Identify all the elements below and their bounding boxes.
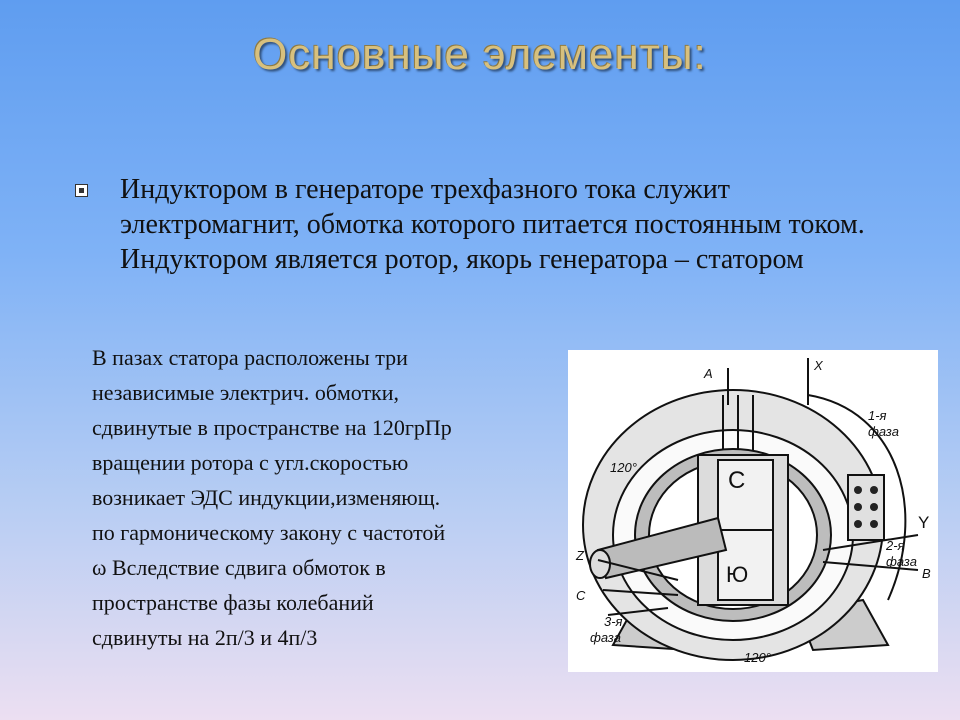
label-angle-left: 120°: [610, 460, 637, 475]
terminal-box: [848, 475, 884, 540]
generator-drawing: [568, 350, 938, 672]
label-a: A: [704, 366, 713, 381]
slide-title: Основные элементы:: [253, 30, 707, 79]
bullet-text: Индуктором в генераторе трехфазного тока служит электромагнит, обмотка которого питается постоянным током. Индуктором является ротор, якорь генератора – статором: [120, 174, 865, 275]
label-y: Y: [918, 513, 930, 532]
label-pole-n: С: [728, 467, 746, 494]
label-c: C: [576, 588, 586, 603]
generator-diagram: [568, 350, 938, 672]
label-z: Z: [576, 548, 584, 563]
detail-paragraph: В пазах статора расположены три независимые электрич. обмотки, сдвинутые в пространстве на 120грПр вращении ротора с угл.скоростью возникает ЭДС индукции,изменяющ. по гармоническому закону с частотой ω Вследствие сдвига обмоток в пространстве фазы колебаний сдвинуты на 2п/3 и 4п/3: [92, 345, 452, 650]
label-phase1-word: фаза: [868, 424, 899, 439]
label-angle-bottom: 120°: [744, 650, 771, 665]
label-pole-s: Ю: [726, 562, 749, 587]
label-phase2-word: фаза: [886, 554, 917, 569]
label-phase2-num: 2-я: [886, 538, 905, 553]
label-phase3-word: фаза: [590, 630, 621, 645]
label-phase1-num: 1-я: [868, 408, 887, 423]
bullet-item: [75, 172, 895, 277]
bullet-square-icon: [75, 184, 88, 197]
label-x: X: [814, 358, 823, 373]
label-phase3-num: 3-я: [604, 614, 623, 629]
label-b: B: [922, 566, 931, 581]
